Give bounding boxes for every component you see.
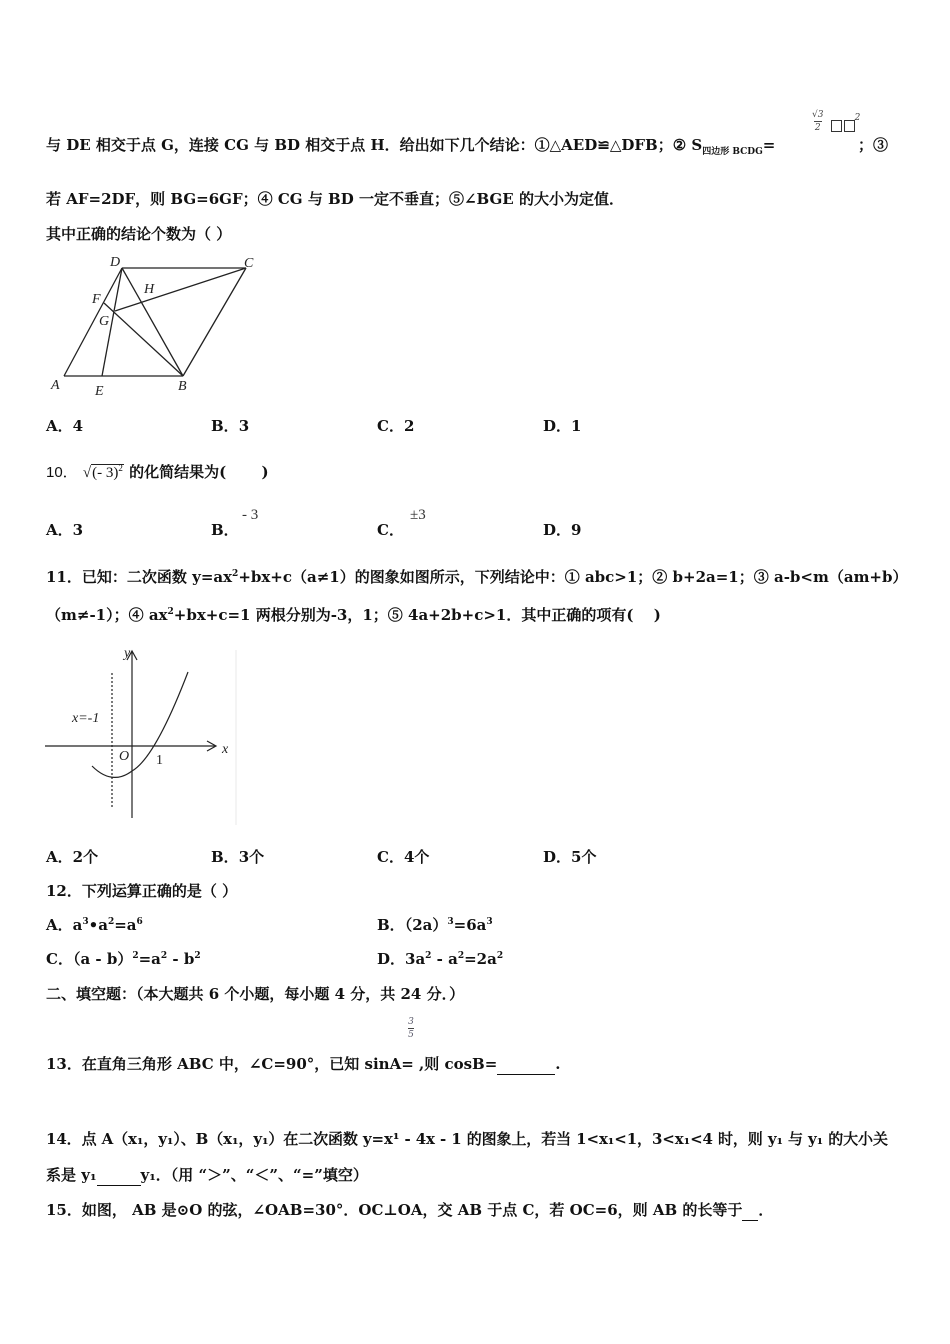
fraction-denominator: 5 — [408, 1030, 414, 1040]
fraction-numerator: √3 — [812, 110, 824, 120]
exponent: 3 — [447, 917, 454, 927]
fraction-numerator: 3 — [408, 1017, 414, 1027]
exponent: 2 — [160, 951, 168, 961]
q15-text: 15．如图， AB 是⊙O 的弦，∠OAB=30°．OC⊥OA，交 AB 于点 C，若 OC=6，则 AB 的长等于 — [46, 1201, 743, 1219]
graph-y-label: y — [124, 646, 131, 661]
q11-option-b[interactable] — [211, 847, 264, 867]
q12-statement: 12．下列运算正确的是（ ） — [46, 882, 238, 900]
option-label: C． — [377, 521, 404, 539]
q11-statement-line1 — [46, 567, 908, 587]
label-f: F — [92, 292, 101, 307]
section-2-heading: 二、填空题：（本大题共 6 个小题，每小题 4 分，共 24 分．） — [46, 985, 465, 1003]
q11-statement-line2 — [46, 605, 661, 625]
option-value: 4 — [72, 417, 84, 435]
expr: - a — [431, 950, 458, 968]
option-label: B． — [377, 916, 405, 934]
q9-parallelogram-figure — [46, 253, 266, 399]
option-label: D． — [543, 521, 572, 539]
q11-text: 11．已知：二次函数 y=ax — [46, 568, 233, 586]
q9-equals: = — [762, 136, 776, 154]
q13-text: 13．在直角三角形 ABC 中，∠C=90°，已知 sinA= ,则 cosB= — [46, 1055, 498, 1073]
q10-option-b-value: - 3 — [242, 507, 259, 523]
q9-box-exponent: 2 — [854, 113, 861, 123]
label-e: E — [95, 384, 104, 399]
q11-text: +bx+c（a≠1）的图象如图所示，下列结论中：① abc>1；② b+2a=1；③ a-b<m（am+b） — [238, 568, 908, 586]
q11-option-c[interactable] — [377, 847, 429, 867]
q14-text: 系是 y₁ — [46, 1166, 97, 1184]
option-label: B． — [211, 848, 239, 866]
exponent: 2 — [425, 951, 432, 961]
q9-statement-line1 — [46, 135, 775, 155]
q12-option-c[interactable] — [46, 949, 201, 969]
q14-statement-line2 — [46, 1165, 368, 1186]
label-g: G — [99, 314, 110, 329]
q14-answer-blank[interactable] — [97, 1165, 141, 1186]
q15-end: ． — [758, 1201, 774, 1219]
option-value: 2个 — [72, 848, 99, 866]
option-value: 3 — [72, 521, 84, 539]
option-label: C． — [46, 950, 73, 968]
fraction-denominator: 2 — [814, 123, 821, 133]
option-label: D． — [377, 950, 406, 968]
q9-statement-line2: 若 AF=2DF，则 BG=6GF；④ CG 与 BD 一定不垂直；⑤∠BGE 的大小为定值． — [46, 190, 624, 208]
q13-statement — [46, 1054, 561, 1075]
option-value: 9 — [571, 521, 582, 539]
q13-end: . — [555, 1055, 561, 1073]
graph-x-label: x — [222, 742, 229, 757]
expr: a — [72, 916, 83, 934]
exponent: 3 — [486, 917, 493, 927]
q10-option-d[interactable] — [543, 520, 581, 540]
expr: - b — [167, 950, 195, 968]
q12-option-d[interactable] — [377, 949, 503, 969]
expr: 3a — [405, 950, 426, 968]
option-label: A． — [46, 916, 73, 934]
exponent: 3 — [82, 917, 89, 927]
expr: （a - b） — [72, 950, 133, 968]
q9-text: 与 DE 相交于点 G，连接 CG 与 BD 相交于点 H．给出如下几个结论：①△AED≌△DFB；② S — [46, 136, 703, 154]
exponent: 2 — [232, 569, 239, 579]
option-value: 5个 — [571, 848, 597, 866]
q9-subscript: 四边形 BCDG — [702, 147, 763, 157]
q14-statement-line1: 14．点 A（x₁，y₁）、B（x₁，y₁）在二次函数 y=x¹ - 4x - 1 的图象上，若当 1<x₁<1，3<x₁<4 时，则 y₁ 与 y₁ 的大小关 — [46, 1130, 888, 1148]
exponent: 2 — [457, 951, 465, 961]
exponent: 2 — [496, 951, 504, 961]
q11-parabola-graph — [40, 640, 240, 830]
label-d: D — [110, 255, 121, 270]
graph-axis-of-symmetry-label: x=-1 — [72, 711, 100, 726]
q9-option-b[interactable] — [211, 416, 249, 436]
q11-text: （m≠-1）；④ ax — [46, 606, 168, 624]
q9-fraction — [812, 110, 823, 133]
label-c: C — [244, 256, 254, 271]
exponent: 2 — [118, 463, 123, 473]
q10-number: 10． — [46, 464, 78, 481]
option-label: A． — [46, 848, 73, 866]
missing-glyph-icon — [831, 120, 842, 132]
q10-option-c[interactable] — [377, 520, 404, 540]
label-a: A — [51, 378, 60, 393]
q13-answer-blank[interactable] — [497, 1054, 555, 1075]
option-label: C． — [377, 848, 404, 866]
q14-text: y₁．（用 “＞”、“＜”、“=”填空） — [140, 1166, 368, 1184]
q11-text: +bx+c=1 两根分别为-3，1；⑤ 4a+2b+c>1．其中正确的项有( ) — [173, 606, 661, 624]
expr: =6a — [453, 916, 487, 934]
q10-option-c-value: ±3 — [410, 507, 426, 523]
q10-option-b[interactable] — [211, 520, 239, 540]
label-h: H — [144, 282, 155, 297]
option-label: D． — [543, 848, 572, 866]
q13-fraction — [408, 1017, 414, 1041]
exponent: 2 — [132, 951, 139, 961]
q9-line1-end: ；③ — [858, 136, 889, 154]
q12-option-a[interactable] — [46, 915, 143, 935]
option-label: C． — [377, 417, 404, 435]
q9-option-c[interactable] — [377, 416, 414, 436]
expr: =a — [114, 916, 137, 934]
expr: •a — [88, 916, 108, 934]
q9-question: 其中正确的结论个数为（ ） — [46, 225, 232, 243]
missing-glyph-icon — [844, 120, 855, 132]
q9-area-formula — [812, 110, 860, 134]
option-label: B． — [211, 417, 239, 435]
option-value: 3个 — [238, 848, 265, 866]
q10-statement — [46, 462, 269, 483]
option-value: 4个 — [403, 848, 430, 866]
option-label: A． — [46, 417, 73, 435]
option-label: B． — [211, 521, 239, 539]
q10-text: 的化简结果为( ) — [129, 463, 269, 481]
exponent: 2 — [194, 951, 201, 961]
q15-answer-blank[interactable] — [742, 1200, 758, 1221]
option-value: 3 — [238, 417, 250, 435]
label-b: B — [178, 379, 187, 394]
q9-option-a[interactable] — [46, 416, 83, 436]
exponent: 2 — [107, 917, 115, 927]
expr: =2a — [464, 950, 497, 968]
option-value: 2 — [403, 417, 415, 435]
option-label: A． — [46, 521, 73, 539]
q11-option-d[interactable] — [543, 847, 596, 867]
graph-origin-label: O — [119, 749, 130, 764]
q10-sqrt-expression: √(- 3)$^2$ — [82, 463, 123, 481]
option-value: 1 — [571, 417, 582, 435]
graph-tick-label: 1 — [156, 753, 163, 768]
option-label: D． — [543, 417, 572, 435]
q12-option-b[interactable] — [377, 915, 493, 935]
q10-option-a[interactable] — [46, 520, 83, 540]
expr: （2a） — [404, 916, 448, 934]
q11-option-a[interactable] — [46, 847, 98, 867]
q9-option-d[interactable] — [543, 416, 581, 436]
exponent: 6 — [136, 917, 143, 927]
q15-statement — [46, 1200, 773, 1221]
radicand: (- 3) — [92, 465, 119, 481]
exponent: 2 — [167, 607, 174, 617]
expr: =a — [138, 950, 161, 968]
fraction — [408, 1017, 414, 1040]
